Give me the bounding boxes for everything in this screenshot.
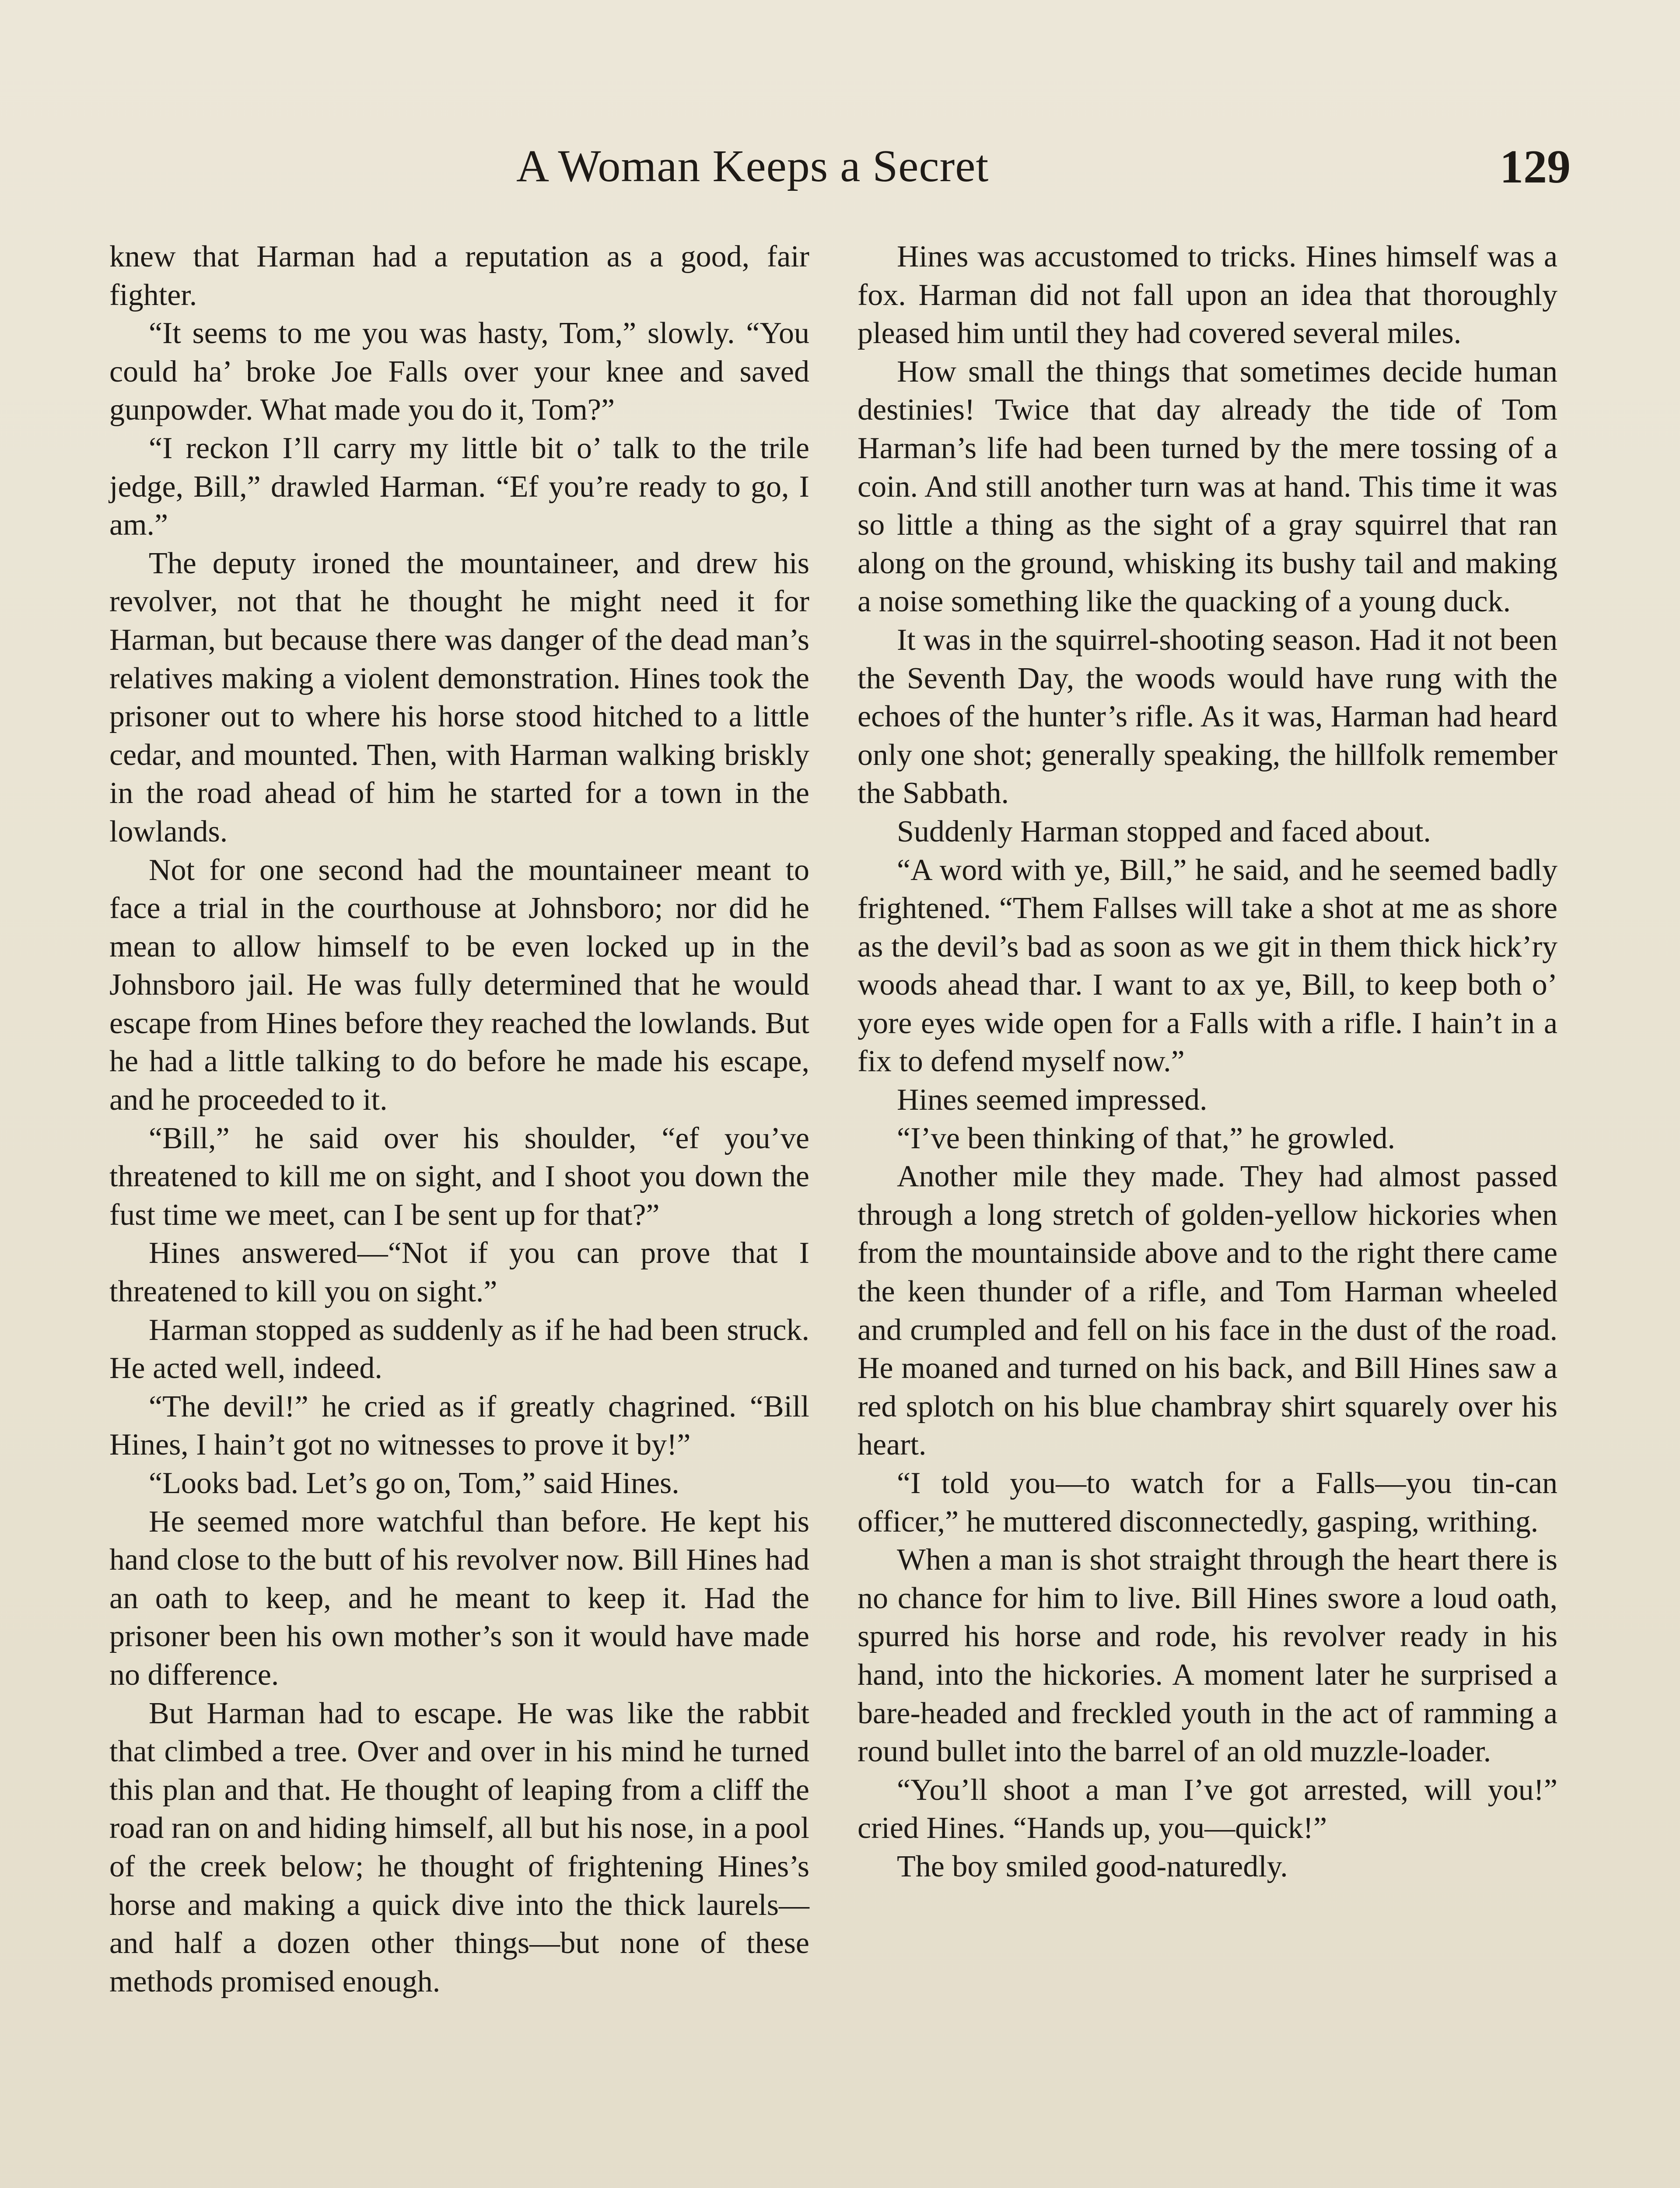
paragraph: But Harman had to escape. He was like the rabbit that climbed a tree. Over and over in his mind he turned this plan and that. He thought of leaping from a cliff the road ran on and hiding himself, all but his nose, in a pool of the creek below; he thought of frightening Hines’s horse and making a quick dive into the thick laurels—and half a dozen other things—but none of these methods promised enough.	[109, 1696, 809, 1999]
paragraph: He seemed more watchful than before. He kept his hand close to the butt of his revolver now. Bill Hines had an oath to keep, and he meant to keep it. Had the prisoner been his own mother’s son it would have made no difference.	[109, 1504, 809, 1692]
page-number: 129	[1500, 141, 1571, 193]
paragraph: The boy smiled good-naturedly.	[897, 1849, 1288, 1883]
paragraph: “The devil!” he cried as if greatly chagrined. “Bill Hines, I hain’t got no witnesses to prove it by!”	[109, 1389, 809, 1462]
paragraph: Another mile they made. They had almost passed through a long stretch of golden-yellow hickories when from the mountainside above and to the right there came the keen thunder of a rifle, and Tom Harman wheeled and crumpled and fell on his face in the dust of the road. He moaned and turned on his back, and Bill Hines saw a red splotch on his blue chambray shirt squarely over his heart.	[858, 1160, 1558, 1462]
paragraph: “Looks bad. Let’s go on, Tom,” said Hines.	[149, 1466, 679, 1500]
running-title: A Woman Keeps a Secret	[516, 141, 989, 191]
paragraph: “Bill,” he said over his shoulder, “ef you’ve threatened to kill me on sight, and I shoot you down the fust time we meet, can I be sent up for that?”	[109, 1121, 809, 1232]
paragraph: “A word with ye, Bill,” he said, and he seemed badly frightened. “Them Fallses will take a shot at me as shore as the devil’s bad as soon as we git in them thick hick’ry woods ahead thar. I want to ax ye, Bill, to keep both o’ yore eyes wide open for a Falls with a rifle. I hain’t in a fix to defend myself now.”	[858, 853, 1558, 1079]
paragraph: Hines was accustomed to tricks. Hines himself was a fox. Harman did not fall upon an idea that thoroughly pleased him until they had covered several miles.	[858, 240, 1558, 351]
page-header	[109, 136, 1571, 197]
paragraph: Harman stopped as suddenly as if he had been struck. He acted well, indeed.	[109, 1313, 809, 1385]
right-text-column	[858, 238, 1558, 1886]
paragraph: “I reckon I’ll carry my little bit o’ talk to the trile jedge, Bill,” drawled Harman. “Ef you’re ready to go, I am.”	[109, 431, 809, 542]
paragraph: When a man is shot straight through the heart there is no chance for him to live. Bill Hines swore a loud oath, spurred his horse and rode, his revolver ready in his hand, into the hickories. A moment later he surprised a bare-headed and freckled youth in the act of ramming a round bullet into the barrel of an old muzzle-loader.	[858, 1543, 1558, 1769]
paragraph: “I told you—to watch for a Falls—you tin-can officer,” he muttered disconnectedly, gasping, writhing.	[858, 1466, 1558, 1539]
paragraph: Suddenly Harman stopped and faced about.	[897, 814, 1431, 849]
paragraph: Not for one second had the mountaineer meant to face a trial in the courthouse at Johnsboro; nor did he mean to allow himself to be even locked up in the Johnsboro jail. He was fully determined that he would escape from Hines before they reached the lowlands. But he had a little talking to do before he made his escape, and he proceeded to it.	[109, 853, 809, 1117]
paragraph: How small the things that sometimes decide human destinies! Twice that day already the tide of Tom Harman’s life had been turned by the mere tossing of a coin. And still another turn was at hand. This time it was so little a thing as the sight of a gray squirrel that ran along on the ground, whisking its bushy tail and making a noise something like the quacking of a young duck.	[858, 354, 1558, 619]
paragraph: “It seems to me you was hasty, Tom,” slowly. “You could ha’ broke Joe Falls over your knee and saved gunpowder. What made you do it, Tom?”	[109, 316, 809, 427]
paragraph: “I’ve been thinking of that,” he growled.	[897, 1121, 1396, 1155]
paragraph: Hines seemed impressed.	[897, 1083, 1208, 1117]
paragraph: knew that Harman had a reputation as a good, fair fighter.	[109, 240, 809, 312]
paragraph: Hines answered—“Not if you can prove that I threatened to kill you on sight.”	[109, 1236, 809, 1309]
paragraph: “You’ll shoot a man I’ve got arrested, will you!” cried Hines. “Hands up, you—quick!”	[858, 1773, 1558, 1845]
paragraph: It was in the squirrel-shooting season. Had it not been the Seventh Day, the woods would have rung with the echoes of the hunter’s rifle. As it was, Harman had heard only one shot; generally speaking, the hillfolk remember the Sabbath.	[858, 623, 1558, 810]
left-text-column	[109, 238, 809, 2001]
paragraph: The deputy ironed the mountaineer, and drew his revolver, not that he thought he might need it for Harman, but because there was danger of the dead man’s relatives making a violent demonstration. Hines took the prisoner out to where his horse stood hitched to a little cedar, and mounted. Then, with Harman walking briskly in the road ahead of him he started for a town in the lowlands.	[109, 546, 809, 849]
